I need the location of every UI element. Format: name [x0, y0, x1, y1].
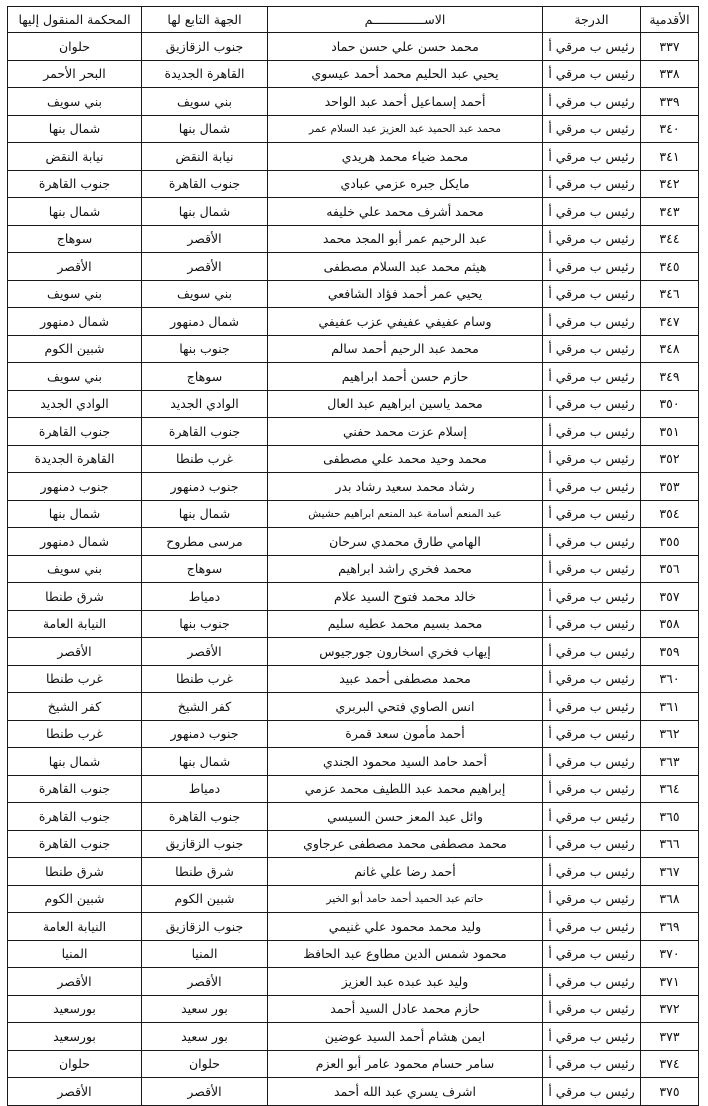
- rank-cell: رئيس ب مرقي أ: [543, 885, 641, 913]
- seniority-cell: ٣٤٤: [641, 225, 699, 253]
- destination-court-cell: شمال دمنهور: [8, 528, 142, 556]
- name-cell: ايمن هشام أحمد السيد عوضين: [268, 1023, 543, 1051]
- name-cell: أحمد رضا علي غانم: [268, 858, 543, 886]
- rank-cell: رئيس ب مرقي أ: [543, 583, 641, 611]
- destination-court-cell: الأقصر: [8, 1078, 142, 1106]
- current-body-cell: سوهاج: [142, 555, 268, 583]
- name-cell: محمد فخري راشد ابراهيم: [268, 555, 543, 583]
- rank-cell: رئيس ب مرقي أ: [543, 1050, 641, 1078]
- current-body-cell: شرق طنطا: [142, 858, 268, 886]
- table-row: [8, 225, 699, 253]
- rank-cell: رئيس ب مرقي أ: [543, 143, 641, 171]
- header-name: الاســــــــــــــم: [268, 7, 543, 33]
- destination-court-cell: جنوب دمنهور: [8, 473, 142, 501]
- name-cell: هيثم محمد عبد السلام مصطفى: [268, 253, 543, 281]
- seniority-cell: ٣٧٠: [641, 940, 699, 968]
- table-row: [8, 390, 699, 418]
- current-body-cell: بني سويف: [142, 280, 268, 308]
- destination-court-cell: غرب طنطا: [8, 720, 142, 748]
- seniority-cell: ٣٥٠: [641, 390, 699, 418]
- rank-cell: رئيس ب مرقي أ: [543, 968, 641, 996]
- table-row: [8, 253, 699, 281]
- current-body-cell: جنوب دمنهور: [142, 720, 268, 748]
- seniority-cell: ٣٤٠: [641, 115, 699, 143]
- current-body-cell: بني سويف: [142, 88, 268, 116]
- rank-cell: رئيس ب مرقي أ: [543, 335, 641, 363]
- rank-cell: رئيس ب مرقي أ: [543, 748, 641, 776]
- table-body: [8, 33, 699, 1106]
- destination-court-cell: جنوب القاهرة: [8, 418, 142, 446]
- destination-court-cell: المنيا: [8, 940, 142, 968]
- rank-cell: رئيس ب مرقي أ: [543, 198, 641, 226]
- table-row: [8, 885, 699, 913]
- name-cell: محمد عبد الحميد عبد العزيز عبد السلام عمر: [268, 115, 543, 143]
- seniority-cell: ٣٤٣: [641, 198, 699, 226]
- seniority-cell: ٣٦١: [641, 693, 699, 721]
- name-cell: محمد وحيد محمد علي مصطفى: [268, 445, 543, 473]
- destination-court-cell: شمال دمنهور: [8, 308, 142, 336]
- table-row: [8, 913, 699, 941]
- header-row: [8, 7, 699, 33]
- destination-court-cell: شمال بنها: [8, 115, 142, 143]
- table-row: [8, 528, 699, 556]
- table-row: [8, 665, 699, 693]
- table-row: [8, 500, 699, 528]
- table-row: [8, 940, 699, 968]
- destination-court-cell: حلوان: [8, 33, 142, 61]
- destination-court-cell: النيابة العامة: [8, 913, 142, 941]
- table-row: [8, 363, 699, 391]
- rank-cell: رئيس ب مرقي أ: [543, 253, 641, 281]
- current-body-cell: غرب طنطا: [142, 445, 268, 473]
- current-body-cell: بور سعيد: [142, 1023, 268, 1051]
- table-row: [8, 33, 699, 61]
- current-body-cell: الوادي الجديد: [142, 390, 268, 418]
- rank-cell: رئيس ب مرقي أ: [543, 363, 641, 391]
- header-current-body: الجهة التابع لها: [142, 7, 268, 33]
- current-body-cell: مرسى مطروح: [142, 528, 268, 556]
- seniority-cell: ٣٤١: [641, 143, 699, 171]
- seniority-cell: ٣٥٧: [641, 583, 699, 611]
- name-cell: أحمد إسماعيل أحمد عبد الواحد: [268, 88, 543, 116]
- seniority-cell: ٣٣٧: [641, 33, 699, 61]
- name-cell: الهامي طارق محمدي سرحان: [268, 528, 543, 556]
- current-body-cell: دمياط: [142, 775, 268, 803]
- current-body-cell: سوهاج: [142, 363, 268, 391]
- table-row: [8, 803, 699, 831]
- table-row: [8, 418, 699, 446]
- seniority-cell: ٣٦٣: [641, 748, 699, 776]
- name-cell: إبراهيم محمد عبد اللطيف محمد عزمي: [268, 775, 543, 803]
- rank-cell: رئيس ب مرقي أ: [543, 913, 641, 941]
- destination-court-cell: شرق طنطا: [8, 583, 142, 611]
- destination-court-cell: بني سويف: [8, 555, 142, 583]
- table-row: [8, 280, 699, 308]
- seniority-cell: ٣٤٩: [641, 363, 699, 391]
- name-cell: سامر حسام محمود عامر أبو العزم: [268, 1050, 543, 1078]
- current-body-cell: القاهرة الجديدة: [142, 60, 268, 88]
- seniority-cell: ٣٦٤: [641, 775, 699, 803]
- header-rank: الدرجة: [543, 7, 641, 33]
- rank-cell: رئيس ب مرقي أ: [543, 225, 641, 253]
- name-cell: وليد عبد عبده عبد العزيز: [268, 968, 543, 996]
- rank-cell: رئيس ب مرقي أ: [543, 610, 641, 638]
- destination-court-cell: النيابة العامة: [8, 610, 142, 638]
- name-cell: محمد مصطفى أحمد عبيد: [268, 665, 543, 693]
- seniority-cell: ٣٧١: [641, 968, 699, 996]
- destination-court-cell: حلوان: [8, 1050, 142, 1078]
- name-cell: أحمد مأمون سعد قمرة: [268, 720, 543, 748]
- header-seniority: الأقدمية: [641, 7, 699, 33]
- seniority-cell: ٣٤٧: [641, 308, 699, 336]
- current-body-cell: المنيا: [142, 940, 268, 968]
- table-row: [8, 198, 699, 226]
- seniority-cell: ٣٦٧: [641, 858, 699, 886]
- seniority-cell: ٣٥٨: [641, 610, 699, 638]
- rank-cell: رئيس ب مرقي أ: [543, 170, 641, 198]
- seniority-cell: ٣٧٤: [641, 1050, 699, 1078]
- destination-court-cell: الأقصر: [8, 968, 142, 996]
- table-header: [8, 7, 699, 33]
- name-cell: عبد المنعم أسامة عبد المنعم ابراهيم حشيش: [268, 500, 543, 528]
- table-row: [8, 170, 699, 198]
- destination-court-cell: غرب طنطا: [8, 665, 142, 693]
- rank-cell: رئيس ب مرقي أ: [543, 803, 641, 831]
- name-cell: محمد عبد الرحيم أحمد سالم: [268, 335, 543, 363]
- name-cell: محمد أشرف محمد علي خليفه: [268, 198, 543, 226]
- rank-cell: رئيس ب مرقي أ: [543, 33, 641, 61]
- current-body-cell: شمال بنها: [142, 115, 268, 143]
- destination-court-cell: شمال بنها: [8, 500, 142, 528]
- destination-court-cell: نيابة النقض: [8, 143, 142, 171]
- table-row: [8, 308, 699, 336]
- current-body-cell: دمياط: [142, 583, 268, 611]
- rank-cell: رئيس ب مرقي أ: [543, 88, 641, 116]
- name-cell: وسام عفيفي عفيفي عزب عفيفي: [268, 308, 543, 336]
- seniority-cell: ٣٥٢: [641, 445, 699, 473]
- current-body-cell: جنوب الزقازيق: [142, 913, 268, 941]
- table-row: [8, 555, 699, 583]
- current-body-cell: جنوب القاهرة: [142, 170, 268, 198]
- seniority-cell: ٣٥٤: [641, 500, 699, 528]
- name-cell: وليد محمد محمود علي غنيمي: [268, 913, 543, 941]
- destination-court-cell: الوادي الجديد: [8, 390, 142, 418]
- current-body-cell: جنوب بنها: [142, 335, 268, 363]
- table-row: [8, 858, 699, 886]
- table-row: [8, 583, 699, 611]
- table-row: [8, 60, 699, 88]
- current-body-cell: غرب طنطا: [142, 665, 268, 693]
- destination-court-cell: بني سويف: [8, 88, 142, 116]
- rank-cell: رئيس ب مرقي أ: [543, 858, 641, 886]
- table-row: [8, 1050, 699, 1078]
- table-row: [8, 830, 699, 858]
- name-cell: محمد حسن علي حسن حماد: [268, 33, 543, 61]
- destination-court-cell: بني سويف: [8, 363, 142, 391]
- current-body-cell: بور سعيد: [142, 995, 268, 1023]
- seniority-cell: ٣٦٠: [641, 665, 699, 693]
- rank-cell: رئيس ب مرقي أ: [543, 693, 641, 721]
- rank-cell: رئيس ب مرقي أ: [543, 940, 641, 968]
- destination-court-cell: بورسعيد: [8, 995, 142, 1023]
- rank-cell: رئيس ب مرقي أ: [543, 418, 641, 446]
- seniority-cell: ٣٤٥: [641, 253, 699, 281]
- current-body-cell: جنوب بنها: [142, 610, 268, 638]
- seniority-cell: ٣٥١: [641, 418, 699, 446]
- destination-court-cell: جنوب القاهرة: [8, 803, 142, 831]
- rank-cell: رئيس ب مرقي أ: [543, 500, 641, 528]
- current-body-cell: شمال دمنهور: [142, 308, 268, 336]
- table-row: [8, 748, 699, 776]
- name-cell: أحمد حامد السيد محمود الجندي: [268, 748, 543, 776]
- destination-court-cell: جنوب القاهرة: [8, 775, 142, 803]
- seniority-cell: ٣٥٦: [641, 555, 699, 583]
- name-cell: محمد ياسين ابراهيم عبد العال: [268, 390, 543, 418]
- current-body-cell: شبين الكوم: [142, 885, 268, 913]
- current-body-cell: جنوب الزقازيق: [142, 830, 268, 858]
- current-body-cell: جنوب الزقازيق: [142, 33, 268, 61]
- seniority-cell: ٣٤٦: [641, 280, 699, 308]
- rank-cell: رئيس ب مرقي أ: [543, 445, 641, 473]
- destination-court-cell: شبين الكوم: [8, 335, 142, 363]
- rank-cell: رئيس ب مرقي أ: [543, 280, 641, 308]
- destination-court-cell: البحر الأحمر: [8, 60, 142, 88]
- seniority-cell: ٣٥٣: [641, 473, 699, 501]
- seniority-cell: ٣٧٣: [641, 1023, 699, 1051]
- seniority-cell: ٣٤٢: [641, 170, 699, 198]
- table-row: [8, 968, 699, 996]
- table-row: [8, 720, 699, 748]
- seniority-cell: ٣٦٥: [641, 803, 699, 831]
- rank-cell: رئيس ب مرقي أ: [543, 995, 641, 1023]
- rank-cell: رئيس ب مرقي أ: [543, 1078, 641, 1106]
- rank-cell: رئيس ب مرقي أ: [543, 1023, 641, 1051]
- name-cell: محمود شمس الدين مطاوع عبد الحافظ: [268, 940, 543, 968]
- seniority-cell: ٣٤٨: [641, 335, 699, 363]
- rank-cell: رئيس ب مرقي أ: [543, 60, 641, 88]
- seniority-cell: ٣٣٨: [641, 60, 699, 88]
- destination-court-cell: كفر الشيخ: [8, 693, 142, 721]
- destination-court-cell: شمال بنها: [8, 748, 142, 776]
- current-body-cell: جنوب القاهرة: [142, 803, 268, 831]
- destination-court-cell: سوهاج: [8, 225, 142, 253]
- destination-court-cell: بورسعيد: [8, 1023, 142, 1051]
- name-cell: حازم حسن أحمد ابراهيم: [268, 363, 543, 391]
- name-cell: اشرف يسري عبد الله أحمد: [268, 1078, 543, 1106]
- name-cell: محمد بسيم محمد عطيه سليم: [268, 610, 543, 638]
- seniority-cell: ٣٣٩: [641, 88, 699, 116]
- table-row: [8, 1078, 699, 1106]
- header-destination-court: المحكمة المنقول إليها: [8, 7, 142, 33]
- seniority-cell: ٣٦٢: [641, 720, 699, 748]
- name-cell: مايكل جبره عزمي عبادي: [268, 170, 543, 198]
- destination-court-cell: شرق طنطا: [8, 858, 142, 886]
- seniority-cell: ٣٧٥: [641, 1078, 699, 1106]
- table-row: [8, 115, 699, 143]
- destination-court-cell: شبين الكوم: [8, 885, 142, 913]
- table-row: [8, 610, 699, 638]
- table-row: [8, 775, 699, 803]
- name-cell: محمد مصطفى محمد مصطفى عرجاوي: [268, 830, 543, 858]
- table-row: [8, 445, 699, 473]
- destination-court-cell: جنوب القاهرة: [8, 170, 142, 198]
- rank-cell: رئيس ب مرقي أ: [543, 830, 641, 858]
- current-body-cell: حلوان: [142, 1050, 268, 1078]
- name-cell: وائل عبد المعز حسن السيسي: [268, 803, 543, 831]
- current-body-cell: الأقصر: [142, 968, 268, 996]
- table-row: [8, 473, 699, 501]
- destination-court-cell: الأقصر: [8, 638, 142, 666]
- table-row: [8, 995, 699, 1023]
- destination-court-cell: القاهرة الجديدة: [8, 445, 142, 473]
- rank-cell: رئيس ب مرقي أ: [543, 720, 641, 748]
- name-cell: خالد محمد فتوح السيد علام: [268, 583, 543, 611]
- name-cell: رشاد محمد سعيد رشاد بدر: [268, 473, 543, 501]
- rank-cell: رئيس ب مرقي أ: [543, 665, 641, 693]
- current-body-cell: نيابة النقض: [142, 143, 268, 171]
- name-cell: إسلام عزت محمد حفني: [268, 418, 543, 446]
- current-body-cell: الأقصر: [142, 1078, 268, 1106]
- rank-cell: رئيس ب مرقي أ: [543, 528, 641, 556]
- table-row: [8, 88, 699, 116]
- destination-court-cell: جنوب القاهرة: [8, 830, 142, 858]
- name-cell: يحيي عبد الحليم محمد أحمد عيسوي: [268, 60, 543, 88]
- current-body-cell: شمال بنها: [142, 748, 268, 776]
- current-body-cell: الأقصر: [142, 225, 268, 253]
- name-cell: انس الصاوي فتحي البربري: [268, 693, 543, 721]
- seniority-cell: ٣٦٩: [641, 913, 699, 941]
- transfers-table: [7, 6, 699, 1106]
- current-body-cell: كفر الشيخ: [142, 693, 268, 721]
- seniority-cell: ٣٦٦: [641, 830, 699, 858]
- name-cell: إيهاب فخري اسخارون جورجيوس: [268, 638, 543, 666]
- current-body-cell: شمال بنها: [142, 500, 268, 528]
- current-body-cell: جنوب دمنهور: [142, 473, 268, 501]
- name-cell: عبد الرحيم عمر أبو المجد محمد: [268, 225, 543, 253]
- table-row: [8, 693, 699, 721]
- rank-cell: رئيس ب مرقي أ: [543, 638, 641, 666]
- table-row: [8, 1023, 699, 1051]
- rank-cell: رئيس ب مرقي أ: [543, 555, 641, 583]
- table-row: [8, 143, 699, 171]
- destination-court-cell: بني سويف: [8, 280, 142, 308]
- name-cell: حاتم عبد الحميد أحمد حامد أبو الخير: [268, 885, 543, 913]
- rank-cell: رئيس ب مرقي أ: [543, 308, 641, 336]
- rank-cell: رئيس ب مرقي أ: [543, 115, 641, 143]
- destination-court-cell: الأقصر: [8, 253, 142, 281]
- name-cell: يحيي عمر أحمد فؤاد الشافعي: [268, 280, 543, 308]
- seniority-cell: ٣٦٨: [641, 885, 699, 913]
- table-row: [8, 638, 699, 666]
- seniority-cell: ٣٥٩: [641, 638, 699, 666]
- table-row: [8, 335, 699, 363]
- name-cell: محمد ضياء محمد هريدي: [268, 143, 543, 171]
- destination-court-cell: شمال بنها: [8, 198, 142, 226]
- name-cell: حازم محمد عادل السيد أحمد: [268, 995, 543, 1023]
- seniority-cell: ٣٥٥: [641, 528, 699, 556]
- current-body-cell: جنوب القاهرة: [142, 418, 268, 446]
- rank-cell: رئيس ب مرقي أ: [543, 775, 641, 803]
- seniority-cell: ٣٧٢: [641, 995, 699, 1023]
- current-body-cell: الأقصر: [142, 638, 268, 666]
- current-body-cell: شمال بنها: [142, 198, 268, 226]
- rank-cell: رئيس ب مرقي أ: [543, 473, 641, 501]
- rank-cell: رئيس ب مرقي أ: [543, 390, 641, 418]
- current-body-cell: الأقصر: [142, 253, 268, 281]
